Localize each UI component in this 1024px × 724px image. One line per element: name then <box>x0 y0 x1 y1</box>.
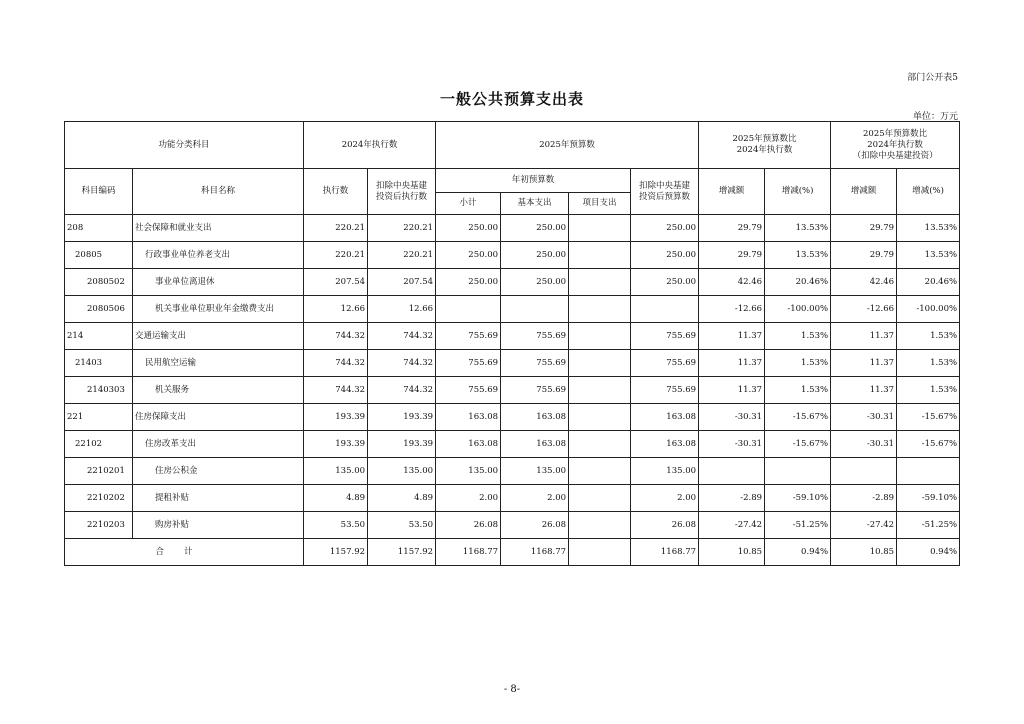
row-increase-rate-1: -15.67% <box>765 404 831 431</box>
row-code: 2140303 <box>65 377 133 404</box>
row-subtotal: 163.08 <box>436 431 501 458</box>
table-row <box>65 215 960 242</box>
row-increase-amount-1: 42.46 <box>699 269 765 296</box>
row-exec: 220.21 <box>304 242 368 269</box>
row-project <box>569 242 631 269</box>
row-increase-rate-1: 13.53% <box>765 215 831 242</box>
header-basic-expenditure: 基本支出 <box>501 193 569 215</box>
row-subtotal: 135.00 <box>436 458 501 485</box>
row-basic: 2.00 <box>501 485 569 512</box>
row-increase-rate-2 <box>897 458 960 485</box>
row-exec: 53.50 <box>304 512 368 539</box>
header-exec-adjusted-line1: 扣除中央基建 <box>376 180 428 191</box>
row-exec-adjusted: 135.00 <box>368 458 436 485</box>
table-row <box>65 242 960 269</box>
row-exec-adjusted: 53.50 <box>368 512 436 539</box>
row-exec-adjusted: 193.39 <box>368 431 436 458</box>
row-code: 20805 <box>65 242 133 269</box>
header-subtotal: 小计 <box>436 193 501 215</box>
row-increase-rate-1: 20.46% <box>765 269 831 296</box>
row-project <box>569 350 631 377</box>
row-exec: 744.32 <box>304 377 368 404</box>
row-code: 214 <box>65 323 133 350</box>
row-exec: 135.00 <box>304 458 368 485</box>
row-subtotal <box>436 296 501 323</box>
row-increase-rate-1: 1.53% <box>765 350 831 377</box>
header-compare-1 <box>699 122 831 169</box>
row-increase-rate-2: -51.25% <box>897 512 960 539</box>
row-subtotal: 250.00 <box>436 215 501 242</box>
total-increase-rate-1: 0.94% <box>765 539 831 566</box>
row-basic: 26.08 <box>501 512 569 539</box>
header-compare-1-line1: 2025年预算数比 <box>732 134 797 144</box>
total-increase-rate-2: 0.94% <box>897 539 960 566</box>
table-number-note: 部门公开表5 <box>907 73 958 83</box>
table-row <box>65 512 960 539</box>
page-title: 一般公共预算支出表 <box>439 90 584 108</box>
row-increase-rate-1: -100.00% <box>765 296 831 323</box>
total-increase-amount-1: 10.85 <box>699 539 765 566</box>
row-increase-amount-1: 11.37 <box>699 377 765 404</box>
table-row <box>65 296 960 323</box>
header-budget-2025: 2025年预算数 <box>436 122 699 169</box>
header-increase-rate-1: 增减(%) <box>765 169 831 215</box>
row-basic: 250.00 <box>501 242 569 269</box>
row-exec-adjusted: 220.21 <box>368 215 436 242</box>
row-exec-adjusted: 744.32 <box>368 377 436 404</box>
total-label: 合计 <box>65 539 304 566</box>
row-subtotal: 250.00 <box>436 269 501 296</box>
row-exec: 12.66 <box>304 296 368 323</box>
row-increase-rate-1: -51.25% <box>765 512 831 539</box>
row-exec-adjusted: 207.54 <box>368 269 436 296</box>
row-basic: 250.00 <box>501 269 569 296</box>
row-subtotal: 250.00 <box>436 242 501 269</box>
row-increase-amount-2: -12.66 <box>831 296 897 323</box>
row-increase-amount-1: 11.37 <box>699 323 765 350</box>
row-increase-amount-2: 11.37 <box>831 350 897 377</box>
row-project <box>569 377 631 404</box>
row-basic: 163.08 <box>501 404 569 431</box>
row-basic: 755.69 <box>501 350 569 377</box>
row-increase-rate-1 <box>765 458 831 485</box>
row-increase-amount-2 <box>831 458 897 485</box>
header-exec-adjusted-line2: 投资后执行数 <box>376 191 428 202</box>
row-increase-rate-1: 1.53% <box>765 377 831 404</box>
row-name: 事业单位离退休 <box>133 269 304 296</box>
row-code: 21403 <box>65 350 133 377</box>
row-name: 机关事业单位职业年金缴费支出 <box>133 296 304 323</box>
row-basic: 250.00 <box>501 215 569 242</box>
row-increase-rate-2: -15.67% <box>897 404 960 431</box>
header-code: 科目编码 <box>65 169 133 215</box>
total-exec: 1157.92 <box>304 539 368 566</box>
row-increase-rate-2: 1.53% <box>897 323 960 350</box>
row-increase-amount-2: -27.42 <box>831 512 897 539</box>
row-project <box>569 404 631 431</box>
row-increase-amount-2: -2.89 <box>831 485 897 512</box>
total-subtotal: 1168.77 <box>436 539 501 566</box>
unit-label: 单位：万元 <box>912 112 958 122</box>
row-project <box>569 269 631 296</box>
row-budget-adjusted: 755.69 <box>631 350 699 377</box>
row-increase-amount-1: -12.66 <box>699 296 765 323</box>
row-increase-amount-2: -30.31 <box>831 431 897 458</box>
row-name: 住房保障支出 <box>133 404 304 431</box>
row-exec-adjusted: 744.32 <box>368 350 436 377</box>
row-project <box>569 215 631 242</box>
row-name: 住房公积金 <box>133 458 304 485</box>
row-increase-amount-2: 42.46 <box>831 269 897 296</box>
row-basic: 135.00 <box>501 458 569 485</box>
row-exec-adjusted: 220.21 <box>368 242 436 269</box>
row-subtotal: 755.69 <box>436 377 501 404</box>
row-subtotal: 163.08 <box>436 404 501 431</box>
header-compare-1-line2: 2024年执行数 <box>736 145 793 155</box>
row-name: 交通运输支出 <box>133 323 304 350</box>
row-code: 221 <box>65 404 133 431</box>
row-increase-rate-2: -100.00% <box>897 296 960 323</box>
row-increase-amount-1: -30.31 <box>699 404 765 431</box>
row-budget-adjusted: 250.00 <box>631 242 699 269</box>
row-budget-adjusted: 163.08 <box>631 431 699 458</box>
row-increase-amount-2: 11.37 <box>831 377 897 404</box>
row-budget-adjusted <box>631 296 699 323</box>
total-budget-adjusted: 1168.77 <box>631 539 699 566</box>
row-name: 提租补贴 <box>133 485 304 512</box>
row-name: 住房改革支出 <box>133 431 304 458</box>
total-increase-amount-2: 10.85 <box>831 539 897 566</box>
table-row <box>65 350 960 377</box>
row-project <box>569 485 631 512</box>
total-row <box>65 539 960 566</box>
row-increase-rate-2: 13.53% <box>897 242 960 269</box>
table-row <box>65 404 960 431</box>
header-budget-adjusted-line1: 扣除中央基建 <box>639 180 691 191</box>
row-subtotal: 755.69 <box>436 323 501 350</box>
row-project <box>569 323 631 350</box>
row-increase-amount-1: 29.79 <box>699 215 765 242</box>
row-project <box>569 296 631 323</box>
row-basic: 755.69 <box>501 323 569 350</box>
row-exec: 744.32 <box>304 350 368 377</box>
total-exec-adjusted: 1157.92 <box>368 539 436 566</box>
table-row <box>65 323 960 350</box>
header-initial-budget: 年初预算数 <box>436 169 631 193</box>
row-name: 社会保障和就业支出 <box>133 215 304 242</box>
row-name: 行政事业单位养老支出 <box>133 242 304 269</box>
row-increase-rate-1: 13.53% <box>765 242 831 269</box>
row-basic: 755.69 <box>501 377 569 404</box>
row-increase-amount-1: 29.79 <box>699 242 765 269</box>
row-budget-adjusted: 2.00 <box>631 485 699 512</box>
row-basic: 163.08 <box>501 431 569 458</box>
row-name: 民用航空运输 <box>133 350 304 377</box>
row-basic <box>501 296 569 323</box>
header-exec-2024: 2024年执行数 <box>304 122 436 169</box>
header-compare-2-line1: 2025年预算数比 <box>863 128 928 139</box>
row-exec-adjusted: 12.66 <box>368 296 436 323</box>
row-exec: 220.21 <box>304 215 368 242</box>
row-increase-amount-2: 29.79 <box>831 215 897 242</box>
row-code: 2210201 <box>65 458 133 485</box>
page-number: - 8- <box>503 684 521 695</box>
row-code: 2210202 <box>65 485 133 512</box>
table-row <box>65 458 960 485</box>
row-name: 机关服务 <box>133 377 304 404</box>
row-increase-amount-1: 11.37 <box>699 350 765 377</box>
row-subtotal: 755.69 <box>436 350 501 377</box>
header-exec-adjusted <box>368 169 436 215</box>
row-exec: 207.54 <box>304 269 368 296</box>
header-name: 科目名称 <box>133 169 304 215</box>
table-row <box>65 269 960 296</box>
row-budget-adjusted: 250.00 <box>631 215 699 242</box>
row-increase-amount-1: -2.89 <box>699 485 765 512</box>
header-compare-2 <box>831 122 960 169</box>
header-compare-2-line2: 2024年执行数 <box>867 139 923 150</box>
row-increase-amount-2: -30.31 <box>831 404 897 431</box>
table-row <box>65 485 960 512</box>
row-increase-rate-2: -59.10% <box>897 485 960 512</box>
row-exec: 4.89 <box>304 485 368 512</box>
row-code: 208 <box>65 215 133 242</box>
table-row <box>65 377 960 404</box>
row-project <box>569 512 631 539</box>
row-project <box>569 458 631 485</box>
row-exec-adjusted: 4.89 <box>368 485 436 512</box>
row-increase-rate-1: 1.53% <box>765 323 831 350</box>
row-budget-adjusted: 26.08 <box>631 512 699 539</box>
row-increase-rate-2: -15.67% <box>897 431 960 458</box>
table-row <box>65 431 960 458</box>
row-budget-adjusted: 250.00 <box>631 269 699 296</box>
budget-expenditure-table <box>64 121 960 566</box>
row-increase-amount-2: 29.79 <box>831 242 897 269</box>
row-exec: 744.32 <box>304 323 368 350</box>
row-project <box>569 431 631 458</box>
row-exec: 193.39 <box>304 404 368 431</box>
row-budget-adjusted: 755.69 <box>631 377 699 404</box>
header-budget-adjusted-line2: 投资后预算数 <box>639 191 691 202</box>
row-name: 购房补贴 <box>133 512 304 539</box>
row-exec: 193.39 <box>304 431 368 458</box>
header-compare-2-line3: （扣除中央基建投资） <box>852 150 938 161</box>
row-increase-amount-1: -27.42 <box>699 512 765 539</box>
header-func-subject: 功能分类科目 <box>65 122 304 169</box>
row-increase-rate-1: -59.10% <box>765 485 831 512</box>
row-code: 2080506 <box>65 296 133 323</box>
row-subtotal: 26.08 <box>436 512 501 539</box>
header-exec: 执行数 <box>304 169 368 215</box>
row-code: 2210203 <box>65 512 133 539</box>
row-code: 2080502 <box>65 269 133 296</box>
row-increase-amount-2: 11.37 <box>831 323 897 350</box>
row-increase-amount-1 <box>699 458 765 485</box>
header-increase-rate-2: 增减(%) <box>897 169 960 215</box>
header-budget-adjusted <box>631 169 699 215</box>
total-basic: 1168.77 <box>501 539 569 566</box>
row-budget-adjusted: 163.08 <box>631 404 699 431</box>
row-exec-adjusted: 744.32 <box>368 323 436 350</box>
row-increase-rate-2: 1.53% <box>897 377 960 404</box>
row-increase-rate-2: 13.53% <box>897 215 960 242</box>
row-code: 22102 <box>65 431 133 458</box>
total-project <box>569 539 631 566</box>
row-increase-rate-2: 20.46% <box>897 269 960 296</box>
row-increase-rate-1: -15.67% <box>765 431 831 458</box>
row-budget-adjusted: 755.69 <box>631 323 699 350</box>
row-budget-adjusted: 135.00 <box>631 458 699 485</box>
row-subtotal: 2.00 <box>436 485 501 512</box>
header-increase-amount-1: 增减额 <box>699 169 765 215</box>
row-exec-adjusted: 193.39 <box>368 404 436 431</box>
header-increase-amount-2: 增减额 <box>831 169 897 215</box>
row-increase-amount-1: -30.31 <box>699 431 765 458</box>
table-body <box>65 215 960 566</box>
row-increase-rate-2: 1.53% <box>897 350 960 377</box>
header-project-expenditure: 项目支出 <box>569 193 631 215</box>
